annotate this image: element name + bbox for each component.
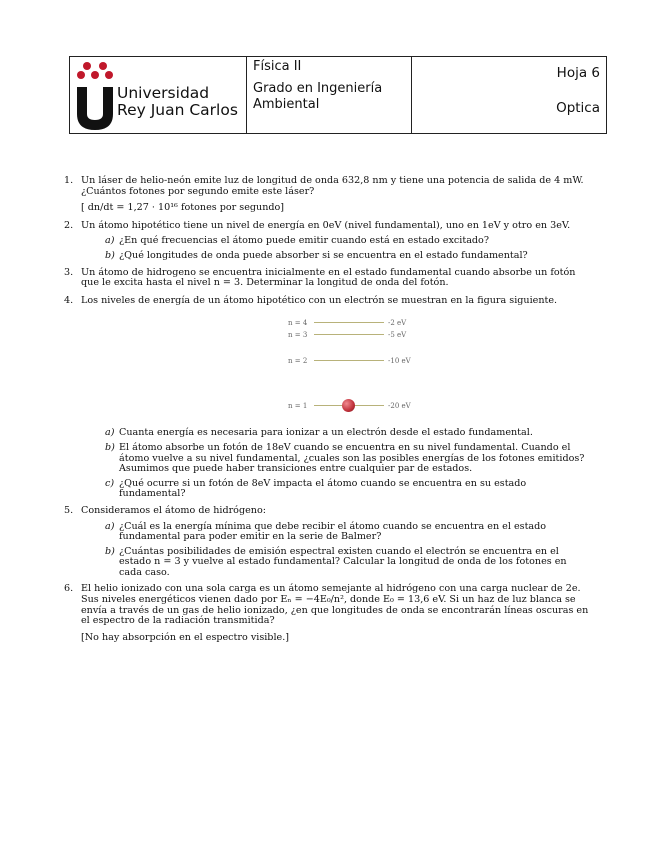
problem-number: 6.: [64, 583, 74, 595]
problem-3: [64, 268, 589, 289]
problem-5: [64, 506, 589, 579]
problem-number: 5.: [64, 504, 74, 516]
university-name: Universidad Rey Juan Carlos: [117, 84, 238, 119]
level-label-n4: n = 4: [288, 319, 308, 328]
problem-4: [64, 296, 589, 500]
problem-text: Un átomo de hidrogeno se encuentra inicialmente en el estado fundamental cuando absorbe un fotón que le excita hasta el nivel n = 3. Determinar la longitud de onda del fotón.: [81, 266, 576, 289]
sheet-topic: Optica: [556, 100, 600, 116]
answer-text: [ dn/dt = 1,27 · 10¹⁶ fotones por segundo]: [81, 202, 285, 214]
problem-text: El helio ionizado con una sola carga es un átomo semejante al hidrógeno con una carga nuclear de 2e. Sus niveles energéticos vienen dado por Eₙ = −4E₀/n², donde E₀ = 13,6 eV. Si un haz de luz blanca se envía a través de un gas de helio ionizado, ¿en que longitudes de onda se encontrarán líneas oscuras en el espectro de la radiación transmitida?: [81, 583, 589, 627]
level-energy-n4: -2 eV: [388, 319, 407, 328]
energy-level-line: [314, 322, 384, 323]
problem-number: 2.: [64, 219, 74, 231]
problem-number: 1.: [64, 175, 74, 186]
course-title: Física II: [253, 59, 302, 74]
problem-text: Consideramos el átomo de hidrógeno:: [81, 504, 266, 516]
level-energy-n2: -10 eV: [388, 357, 411, 366]
energy-level-diagram: [288, 318, 428, 418]
level-label-n2: n = 2: [288, 357, 308, 366]
problem-text: Un láser de helio-neón emite luz de longitud de onda 632,8 nm y tiene una potencia de salida de 4 mW. ¿Cuántos fotones por segundo emite este láser?: [81, 175, 584, 197]
problem-text: Los niveles de energía de un átomo hipotético con un electrón se muestran en la figura siguiente.: [81, 294, 558, 306]
problem-number: 4.: [64, 294, 74, 306]
problem-1: [64, 176, 589, 214]
subquestion: a) ¿Cuál es la energía mínima que debe recibir el átomo cuando se encuentra en el estado fundamental para poder emitir en la serie de Balmer?: [105, 520, 547, 543]
subquestion: c) ¿Qué ocurre si un fotón de 8eV impacta el átomo cuando se encuentra en su estado fundamental?: [105, 477, 527, 500]
subquestion: b) ¿Qué longitudes de onda puede absorber si se encuentra en el estado fundamental?: [105, 249, 528, 261]
problem-number: 3.: [64, 266, 74, 278]
electron-icon: [342, 399, 355, 412]
answer-text: [No hay absorpción en el espectro visible.]: [81, 631, 289, 643]
level-label-n3: n = 3: [288, 331, 308, 340]
level-energy-n3: -5 eV: [388, 331, 407, 340]
course-cell: [247, 57, 412, 133]
degree-name: Grado en Ingeniería Ambiental: [253, 81, 383, 112]
level-energy-n1: -20 eV: [388, 402, 411, 411]
problem-list: [64, 176, 589, 643]
level-label-n1: n = 1: [288, 402, 308, 411]
sheet-cell: [412, 57, 606, 133]
problem-6: [64, 584, 589, 643]
problem-text: Un átomo hipotético tiene un nivel de energía en 0eV (nivel fundamental), uno en 1eV y otro en 3eV.: [81, 219, 571, 231]
urjc-logo-icon: [73, 60, 117, 130]
university-logo: [70, 57, 247, 133]
header-table: [69, 56, 607, 134]
subquestion: a) ¿En qué frecuencias el átomo puede emitir cuando está en estado excitado?: [105, 235, 489, 247]
problem-2: [64, 221, 589, 262]
sheet-number: Hoja 6: [556, 65, 600, 81]
subquestion: b) ¿Cuántas posibilidades de emisión espectral existen cuando el electrón se encuentra en el estado n = 3 y vuelve al estado fundamental? Calcular la longitud de onda de los fotones en cada caso.: [105, 545, 567, 578]
subquestion: a) Cuanta energía es necesaria para ionizar a un electrón desde el estado fundamental.: [105, 427, 533, 439]
energy-level-line: [314, 334, 384, 335]
energy-level-line: [314, 360, 384, 361]
subquestion: b) El átomo absorbe un fotón de 18eV cuando se encuentra en su nivel fundamental. Cuando el átomo vuelve a su nivel fundamental, ¿cuales son las posibles energías de los fotones emitidos? Asumimos que puede haber transiciones entre cualquier par de estados.: [105, 441, 585, 475]
